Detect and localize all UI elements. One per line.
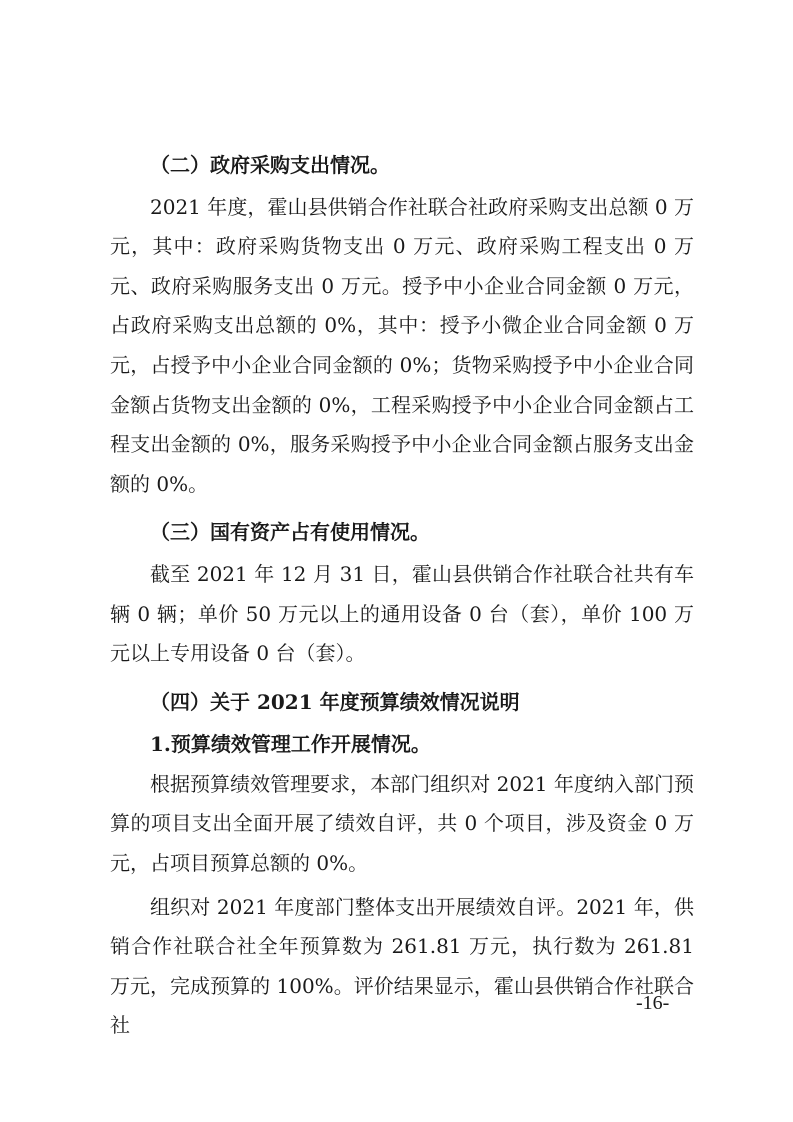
section-heading-performance: （四）关于 2021 年度预算绩效情况说明 [150, 689, 520, 714]
paragraph-project-self-evaluation: 根据预算绩效管理要求，本部门组织对 2021 年度纳入部门预算的项目支出全面开展了绩效自评，共 0 个项目，涉及资金 0 万元，占项目预算总额的 0%。 [110, 771, 694, 875]
page-number: -16- [636, 992, 670, 1014]
document-body [110, 146, 694, 1046]
subheading-performance-management: 1.预算绩效管理工作开展情况。 [150, 731, 431, 756]
paragraph-state-assets: 截至 2021 年 12 月 31 日，霍山县供销合作社联合社共有车辆 0 辆；单价 50 万元以上的通用设备 0 台（套），单价 100 万元以上专用设备 0 台（套）。 [110, 561, 694, 666]
section-heading-government-procurement: （二）政府采购支出情况。 [150, 153, 390, 177]
section-heading-state-assets: （三）国有资产占有使用情况。 [150, 520, 430, 545]
paragraph-overall-self-evaluation: 组织对 2021 年度部门整体支出开展绩效自评。2021 年，供销合作社联合社全年预算数为 261.81 万元，执行数为 261.81 万元，完成预算的 100%。评价结果显示，霍山县供销合作社联合社 [110, 894, 694, 1038]
paragraph-government-procurement: 2021 年度，霍山县供销合作社联合社政府采购支出总额 0 万元，其中：政府采购货物支出 0 万元、政府采购工程支出 0 万元、政府采购服务支出 0 万元。授予中小企业合同金额 0 万元，占政府采购支出总额的 0%，其中：授予小微企业合同金额 0 万元，占授予中小企业合同金额的 0%；货物采购授予中小企业合同金额占货物支出金额的 0%，工程采购授予中小企业合同金额占工程支出金额的 0%，服务采购授予中小企业合同金额占服务支出金额的 0%。 [110, 194, 694, 496]
